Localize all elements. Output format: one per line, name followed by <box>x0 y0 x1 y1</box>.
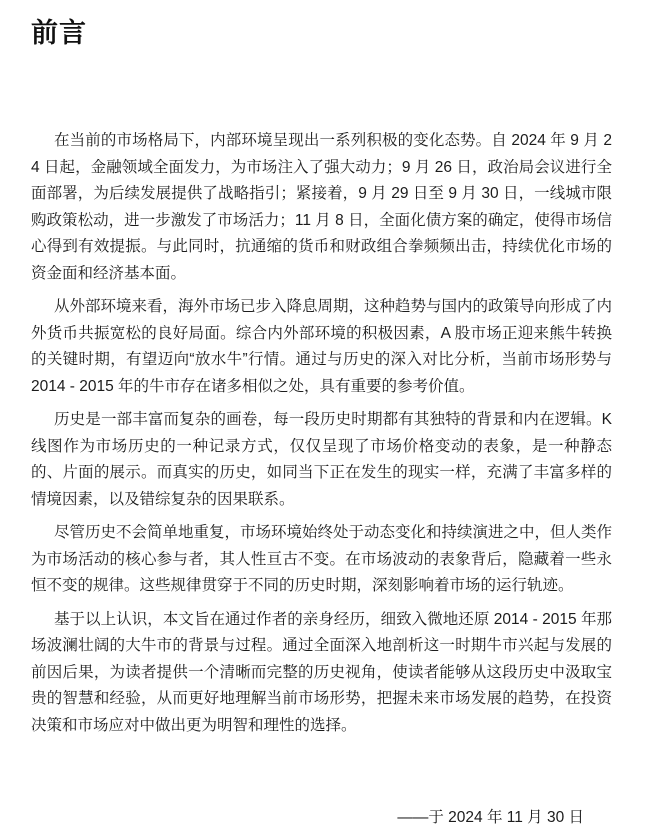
paragraph-history-as-scroll: 历史是一部丰富而复杂的画卷，每一段历史时期都有其独特的背景和内在逻辑。K 线图作为市场历史的一种记录方式，仅仅呈现了市场价格变动的表象，是一种静态的、片面的展示。而真实的历史，如同当下正在发生的现实一样，充满了丰富多样的情境因素，以及错综复杂的因果联系。 <box>31 411 612 508</box>
paragraph-external-environment: 从外部环境来看，海外市场已步入降息周期，这种趋势与国内的政策导向形成了内外货币共振宽松的良好局面。综合内外部环境的积极因素，A 股市场正迎来熊牛转换的关键时期，有望迈向“放水牛”行情。通过与历史的深入对比分析，当前市场形势与 2014 - 2015 年的牛市存在诸多相似之处，具有重要的参考价值。 <box>31 298 613 395</box>
paragraph-purpose-of-text: 基于以上认识，本文旨在通过作者的亲身经历，细致入微地还原 2014 - 2015 年那场波澜壮阔的大牛市的背景与过程。通过全面深入地剖析这一时期牛市兴起与发展的前因后果，为读者提供一个清晰而完整的历史视角，使读者能够从这段历史中汲取宝贵的智慧和经验，从而更好地理解当前市场形势，把握未来市场发展的趋势，在投资决策和市场应对中做出更为明智和理性的选择。 <box>31 610 612 734</box>
page-title: 前言 <box>31 18 87 48</box>
paragraph-market-internal-environment: 在当前的市场格局下，内部环境呈现出一系列积极的变化态势。自 2024 年 9 月 24 日起，金融领域全面发力，为市场注入了强大动力；9 月 26 日，政治局会议进行全面部署，为后续发展提供了战略指引；紧接着，9 月 29 日至 9 月 30 日，一线城市限购政策松动，进一步激发了市场活力；11 月 8 日，全面化债方案的确定，使得市场信心得到有效提振。与此同时，抗通缩的货币和财政组合拳频频出击，持续优化市场的资金面和经济基本面。 <box>31 132 612 282</box>
paragraph-history-not-repeat: 尽管历史不会简单地重复，市场环境始终处于动态变化和持续演进之中，但人类作为市场活动的核心参与者，其人性亘古不变。在市场波动的表象背后，隐藏着一些永恒不变的规律。这些规律贯穿于不同的历史时期，深刻影响着市场的运行轨迹。 <box>31 524 613 594</box>
document-body <box>31 128 612 739</box>
signature-date: ——于 2024 年 11 月 30 日 <box>397 809 584 826</box>
